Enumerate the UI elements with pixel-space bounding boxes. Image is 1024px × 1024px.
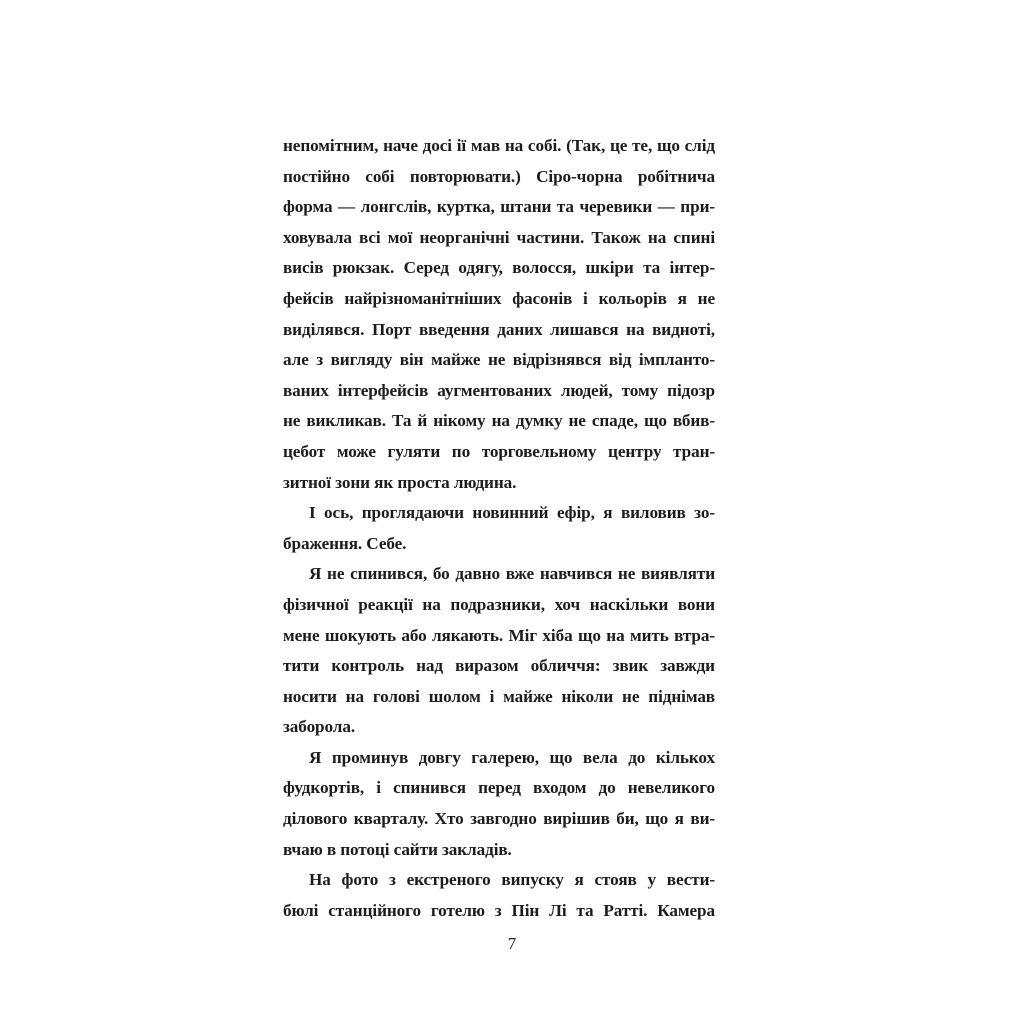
text-line: форма — лонгслів, куртка, штани та черевики — при- [283,197,715,217]
text-line: заборола. [283,717,356,737]
text-line: виділявся. Порт введення даних лишався на видноті, [283,319,715,339]
text-line: браження. Себе. [283,533,407,553]
text-line: носити на голові шолом і майже ніколи не піднімав [283,686,715,706]
body-text [283,131,715,926]
text-line: ділового кварталу. Хто завгодно вирішив би, що я ви- [283,809,715,829]
text-line: непомітним, наче досі ії мав на собі. (Так, це те, що слід [283,136,715,155]
text-line: ховувала всі мої неорганічні частини. Також на спині [283,227,715,247]
text-line: бюлі станційного готелю з Пін Лі та Ратті. Камера [283,900,715,920]
text-line: Я не спинився, бо давно вже навчився не виявляти [309,564,715,584]
text-line: ваних інтерфейсів аугментованих людей, тому підозр [283,380,715,400]
text-line: фізичної реакції на подразники, хоч наскільки вони [283,594,715,614]
paragraph [283,498,715,559]
text-line: На фото з екстреного випуску я стояв у вести- [309,870,715,890]
text-line: мене шокують або лякають. Міг хіба що на мить втра- [283,625,715,645]
text-line: але з вигляду він майже не відрізнявся від імпланто- [283,350,715,370]
text-line: постійно собі повторювати.) Сіро-чорна робітнича [283,166,715,186]
paragraph [283,131,715,498]
paragraph [283,865,715,926]
text-line: зитної зони як проста людина. [283,472,517,492]
paragraph [283,743,715,865]
text-line: Я проминув довгу галерею, що вела до кількох [309,747,715,767]
text-line: І ось, проглядаючи новинний ефір, я виловив зо- [309,503,715,523]
text-line: цебот може гуляти по торговельному центру тран- [283,441,715,461]
text-line: фейсів найрізноманітніших фасонів і кольорів я не [283,288,715,308]
paragraph [283,559,715,743]
text-line: фудкортів, і спинився перед входом до невеликого [283,778,715,798]
text-line: висів рюкзак. Серед одягу, волосся, шкіри та інтер- [283,258,715,278]
page-number: 7 [507,934,517,953]
text-line: тити контроль над виразом обличчя: звик завжди [283,656,715,676]
text-line: не викликав. Та й нікому на думку не спаде, що вбив- [283,411,715,431]
text-line: вчаю в потоці сайти закладів. [283,839,512,859]
